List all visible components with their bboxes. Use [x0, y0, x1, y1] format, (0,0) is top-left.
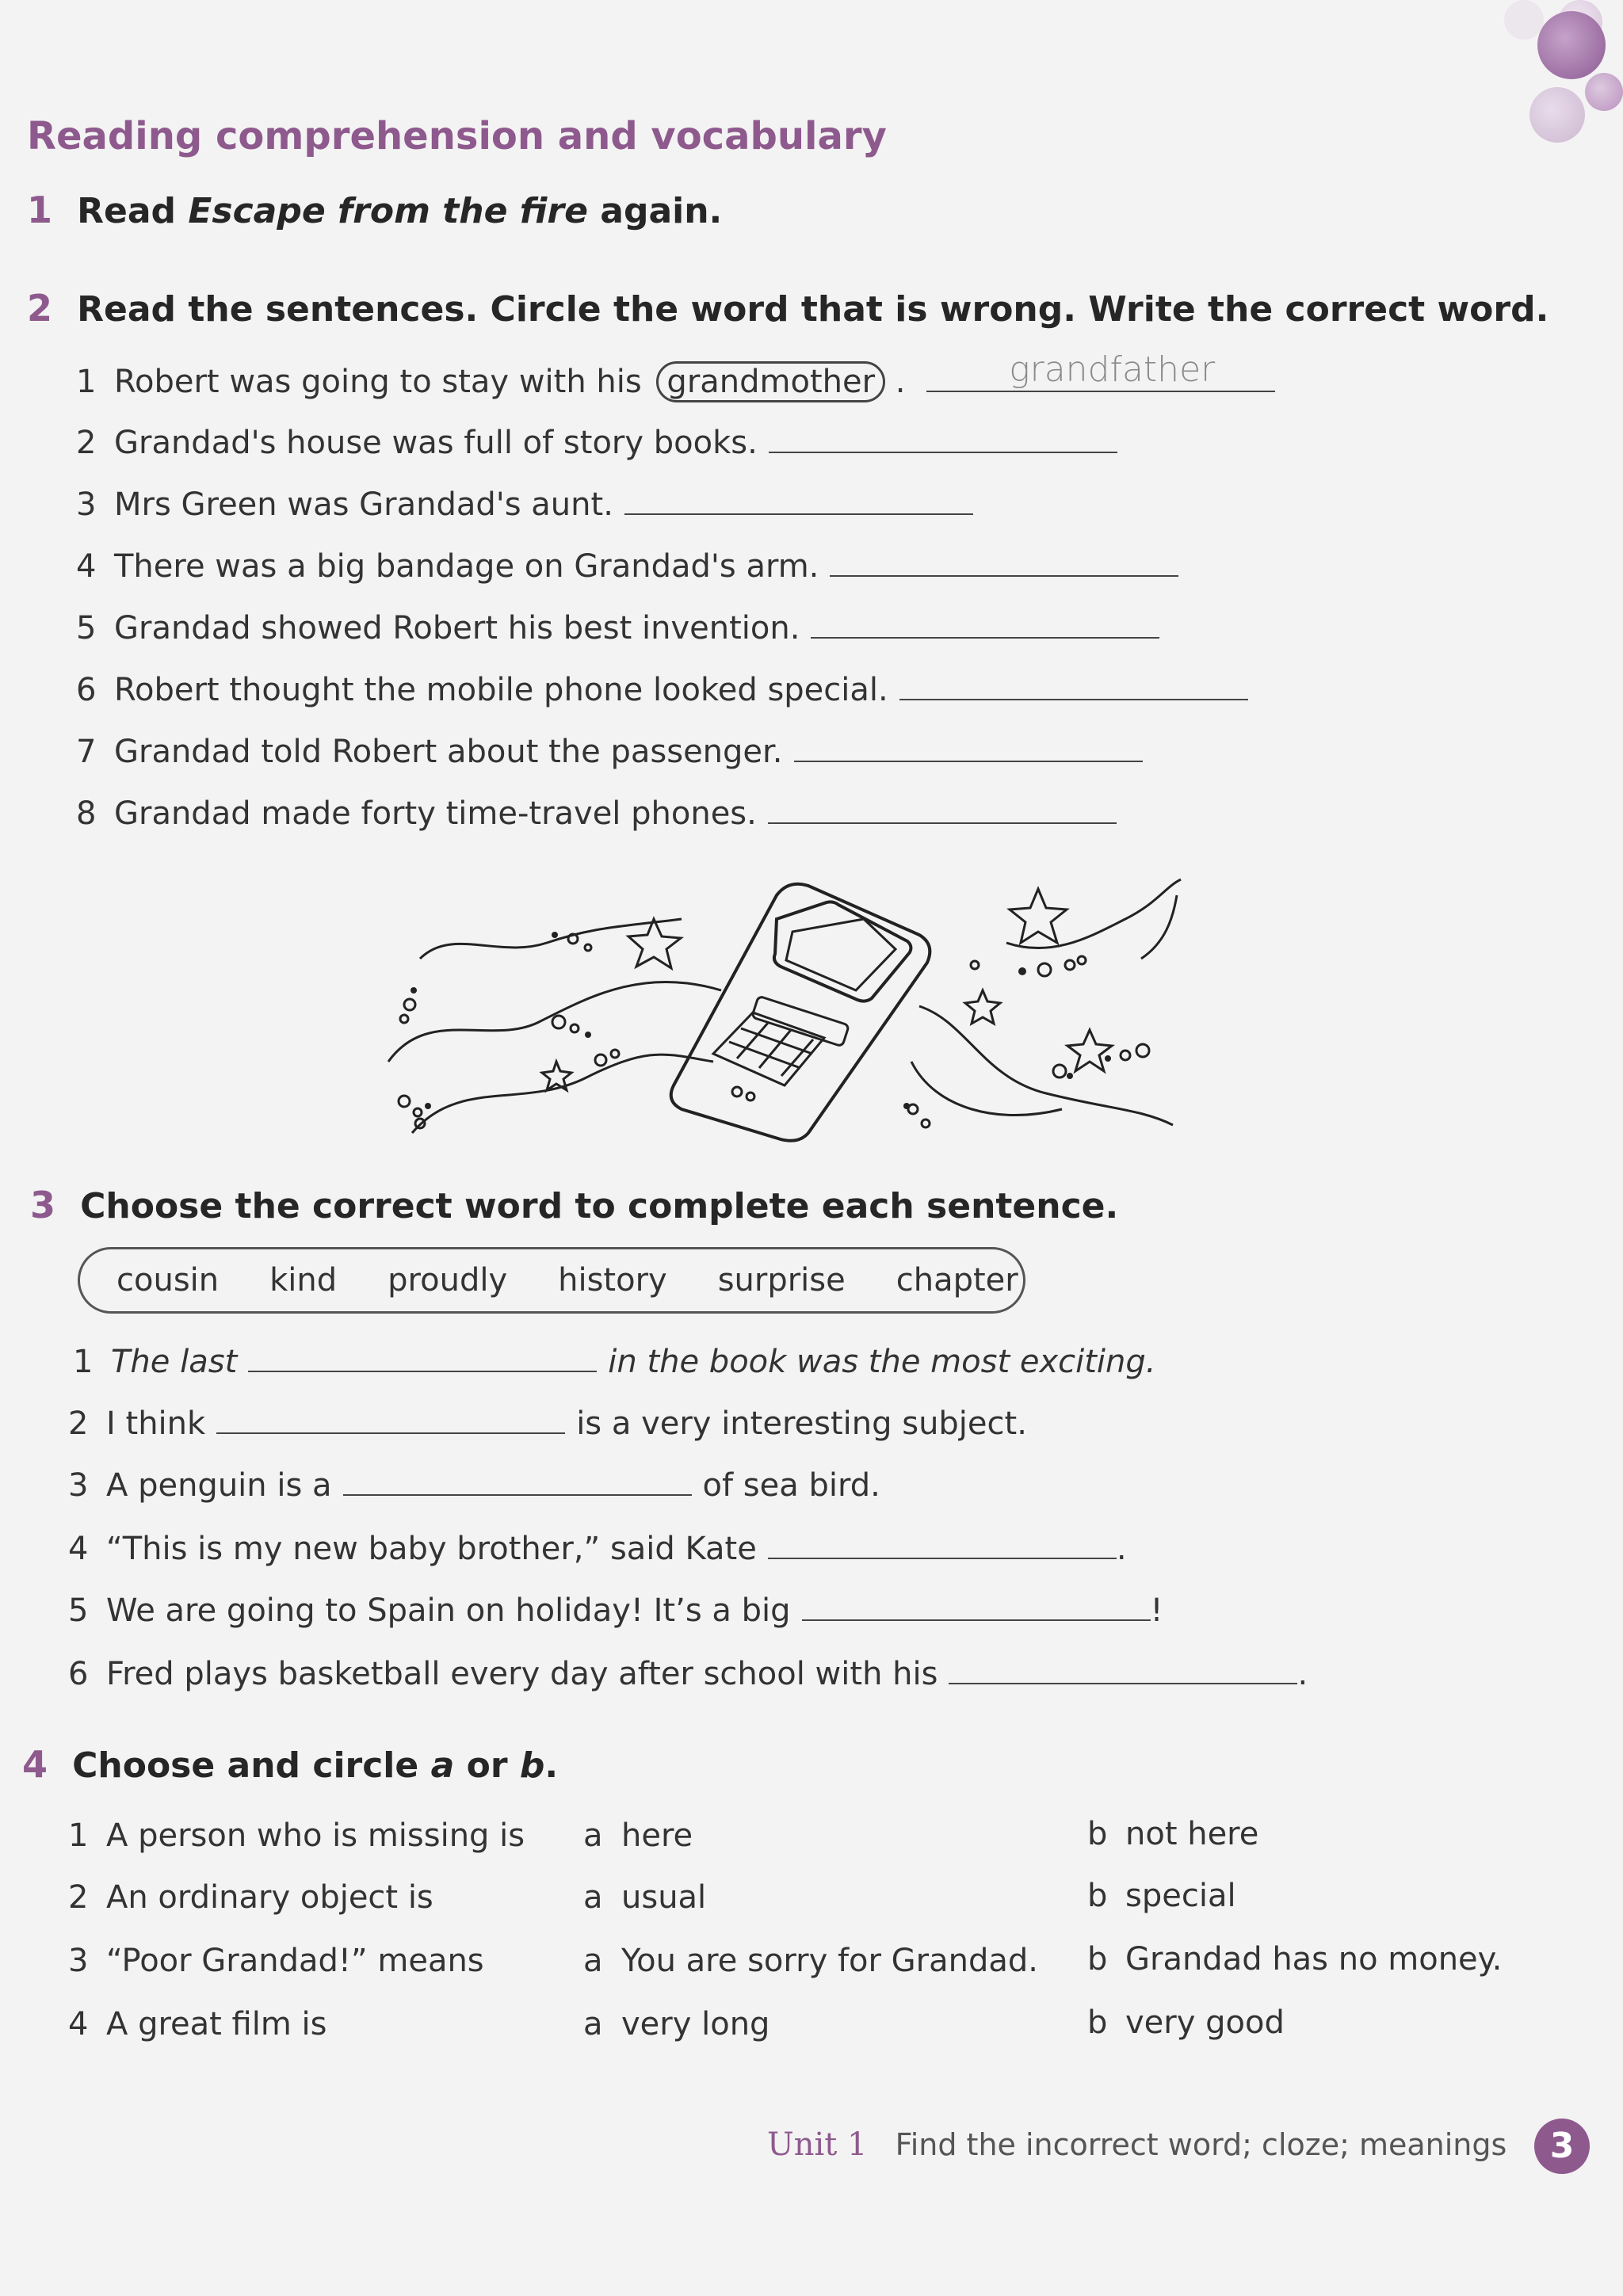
- cloze-item: 5 We are going to Spain on holiday! It’s a big !: [68, 1592, 1163, 1629]
- question-text: Choose the correct word to complete each sentence.: [80, 1186, 1119, 1226]
- section-heading: Reading comprehension and vocabulary: [27, 114, 887, 158]
- question-text: Choose and circle a or b.: [72, 1745, 559, 1786]
- question-number: 3: [30, 1184, 56, 1226]
- cloze-item: 2 I think is a very interesting subject.: [68, 1405, 1027, 1442]
- cloze-item: 6 Fred plays basketball every day after school with his .: [68, 1656, 1308, 1692]
- page-footer: [767, 2126, 1507, 2163]
- circled-word: grandmother: [656, 361, 885, 402]
- answer-blank[interactable]: [768, 1531, 1117, 1559]
- sentence-item: 5 Grandad showed Robert his best invention.: [76, 610, 1159, 646]
- option-a[interactable]: a You are sorry for Grandad.: [583, 1943, 1038, 1979]
- cloze-item: 1 The last in the book was the most exciting.: [73, 1344, 1156, 1380]
- cloze-item: 4 “This is my new baby brother,” said Kate .: [68, 1531, 1127, 1567]
- sentence-item: 8 Grandad made forty time-travel phones.: [76, 795, 1117, 832]
- word-bank-item: proudly: [388, 1262, 508, 1299]
- mc-question: 2 An ordinary object is: [68, 1879, 433, 1916]
- question-2: [27, 287, 1549, 330]
- handwritten-answer: grandfather: [1009, 349, 1216, 390]
- page-number-badge: 3: [1534, 2119, 1590, 2174]
- word-bank: [78, 1247, 1025, 1314]
- answer-blank[interactable]: [248, 1344, 597, 1372]
- question-3: [30, 1184, 1118, 1226]
- mc-question: 4 A great film is: [68, 2006, 327, 2042]
- answer-blank[interactable]: [624, 486, 973, 515]
- option-a[interactable]: a here: [583, 1817, 693, 1854]
- word-bank-item: cousin: [116, 1262, 220, 1299]
- sentence-item: 4 There was a big bandage on Grandad's arm.: [76, 548, 1178, 585]
- question-number: 2: [27, 287, 53, 330]
- answer-blank[interactable]: [949, 1656, 1297, 1684]
- sentence-item: 1 Robert was going to stay with his grandmother . grandfather: [76, 361, 1275, 402]
- answer-blank[interactable]: [926, 349, 1275, 392]
- mobile-phone-illustration: [380, 871, 1189, 1149]
- answer-blank[interactable]: [830, 548, 1178, 577]
- corner-decoration: [1504, 0, 1544, 40]
- sentence-item: 7 Grandad told Robert about the passenger.: [76, 734, 1143, 770]
- sentence-item: 3 Mrs Green was Grandad's aunt.: [76, 486, 973, 523]
- option-b[interactable]: b not here: [1087, 1816, 1259, 1852]
- corner-decoration: [1529, 87, 1585, 143]
- corner-decoration: [1537, 11, 1606, 79]
- answer-blank[interactable]: [768, 795, 1117, 824]
- mc-question: 1 A person who is missing is: [68, 1817, 525, 1854]
- mc-question: 3 “Poor Grandad!” means: [68, 1943, 484, 1979]
- question-text: Read Escape from the fire again.: [77, 191, 723, 231]
- option-b[interactable]: b very good: [1087, 2004, 1285, 2041]
- question-number: 1: [27, 189, 53, 231]
- cloze-item: 3 A penguin is a of sea bird.: [68, 1467, 880, 1504]
- answer-blank[interactable]: [794, 734, 1143, 762]
- word-bank-item: surprise: [717, 1262, 846, 1299]
- sentence-item: 6 Robert thought the mobile phone looked special.: [76, 672, 1248, 708]
- question-4: [22, 1743, 558, 1786]
- question-1: [27, 189, 722, 231]
- option-b[interactable]: b special: [1087, 1878, 1236, 1914]
- unit-label: Unit 1: [767, 2126, 868, 2163]
- unit-description: Find the incorrect word; cloze; meanings: [895, 2127, 1507, 2162]
- answer-blank[interactable]: [811, 610, 1159, 639]
- sentence-item: 2 Grandad's house was full of story books.: [76, 425, 1117, 461]
- answer-blank[interactable]: [769, 425, 1117, 453]
- option-b[interactable]: b Grandad has no money.: [1087, 1941, 1503, 1978]
- word-bank-item: chapter: [896, 1262, 1018, 1299]
- answer-blank[interactable]: [216, 1405, 565, 1434]
- story-title: Escape from the fire: [188, 191, 588, 231]
- word-bank-item: history: [558, 1262, 667, 1299]
- answer-blank[interactable]: [802, 1592, 1151, 1621]
- word-bank-item: kind: [269, 1262, 338, 1299]
- option-a[interactable]: a usual: [583, 1879, 707, 1916]
- question-number: 4: [22, 1743, 48, 1786]
- question-text: Read the sentences. Circle the word that is wrong. Write the correct word.: [77, 289, 1549, 330]
- answer-blank[interactable]: [899, 672, 1248, 700]
- corner-decoration: [1585, 73, 1623, 111]
- option-a[interactable]: a very long: [583, 2006, 770, 2042]
- answer-blank[interactable]: [343, 1467, 692, 1496]
